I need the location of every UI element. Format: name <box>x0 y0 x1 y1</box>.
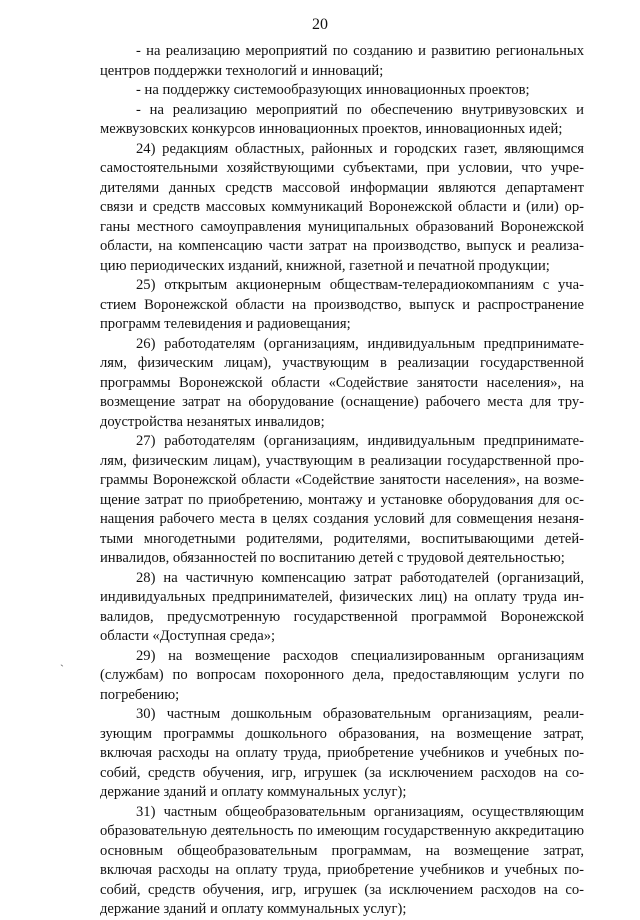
list-item-innovation-projects: - на поддержку системообразующих инновационных проектов; <box>136 82 530 98</box>
clause-26: 26) работодателям (организациям, индивидуальным предпринимателям, физическим лицам), участвующим в реализации государственной программы Воронежской области «Содействие занятости населения», на возмещение затрат на оборудование (оснащение) рабочего места для трудоустройства незанятых инвалидов; <box>100 335 584 430</box>
page-number: 20 <box>312 16 328 33</box>
clause-28: 28) на частичную компенсацию затрат работодателей (организаций, индивидуальных предпринимателей, физических лиц) на оплату труда инвалидов, предусмотренную государственной программой Воронежской области «Доступная среда»; <box>100 569 584 644</box>
margin-mark: ` <box>60 662 64 676</box>
clause-25: 25) открытым акционерным обществам-телерадиокомпаниям с участием Воронежской области на производство, выпуск и распространение программ телевидения и радиовещания; <box>100 277 584 332</box>
clause-30: 30) частным дошкольным образовательным организациям, реализующим программы дошкольного образования, на возмещение затрат, включая расходы на оплату труда, приобретение учебников и учебных пособий, средств обучения, игр, игрушек (за исключением расходов на содержание зданий и оплату коммунальных услуг); <box>100 706 584 800</box>
list-item-competitions: - на реализацию мероприятий по обеспечению внутривузовских и межвузовских конкурсов инновационных проектов, инновационных идей; <box>100 101 584 137</box>
body-text <box>100 42 584 920</box>
clause-31: 31) частным общеобразовательным организациям, осуществляющим образовательную деятельность по имеющим государственную аккредитацию основным общеобразовательным программам, на возмещение затрат, включая расходы на оплату труда, приобретение учебников и учебных пособий, средств обучения, игр, игрушек (за исключением расходов на содержание зданий и оплату коммунальных услуг); <box>100 803 584 917</box>
clause-29: 29) на возмещение расходов специализированным организациям (службам) по вопросам похоронного дела, предоставляющим услуги по погребению; <box>100 647 584 703</box>
list-item-regional-centers: - на реализацию мероприятий по созданию и развитию региональных центров поддержки технологий и инноваций; <box>100 43 584 79</box>
clause-27: 27) работодателям (организациям, индивидуальным предпринимателям, физическим лицам), участвующим в реализации государственной программы Воронежской области «Содействие занятости населения», на возмещение затрат по приобретению, монтажу и установке оборудования для оснащения рабочего места в целях создания условий для совмещения незанятыми многодетными родителями, родителями, воспитывающими детей-инвалидов, обязанностей по воспитанию детей с трудовой деятельностью; <box>100 433 584 566</box>
clause-24: 24) редакциям областных, районных и городских газет, являющимся самостоятельными хозяйствующими субъектами, при условии, что учредителями данных средств массовой информации являются департамент связи и средств массовых коммуникаций Воронежской области и (или) органы местного самоуправления муниципальных образований Воронежской области, на компенсацию части затрат на производство, выпуск и реализацию периодических изданий, книжной, газетной и печатной продукции; <box>100 140 584 274</box>
